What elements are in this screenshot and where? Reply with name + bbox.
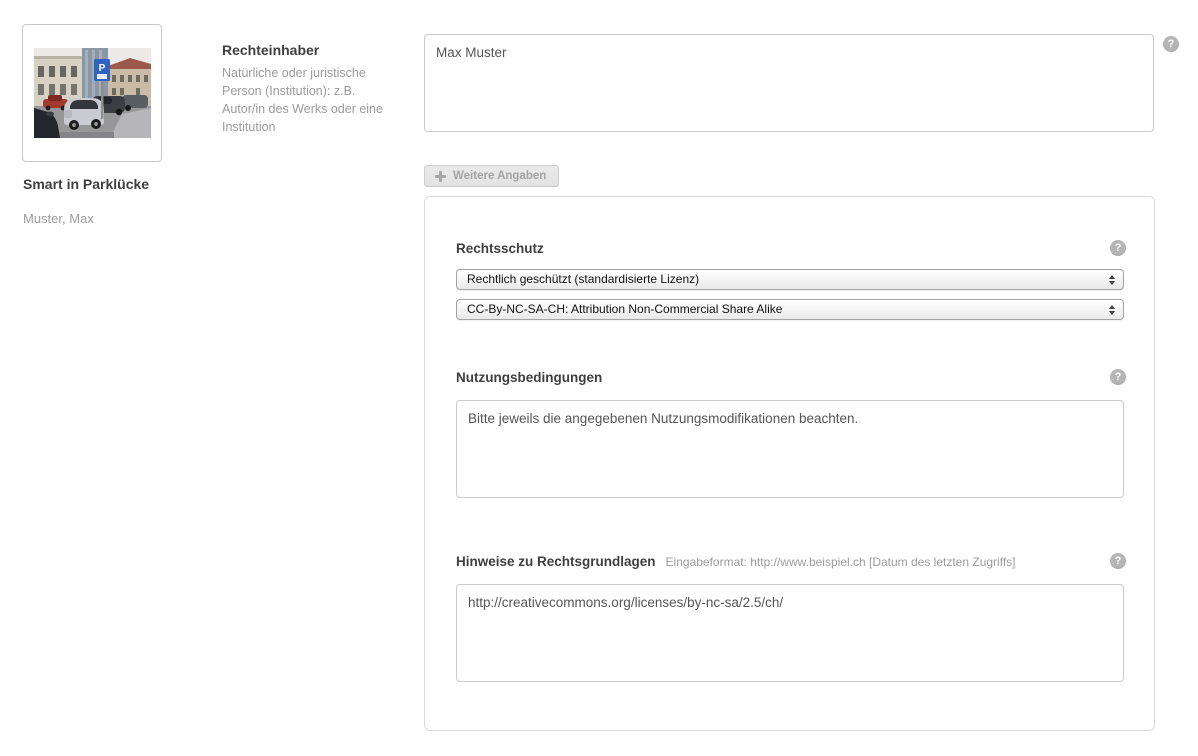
rechteinhaber-input[interactable] <box>424 34 1154 132</box>
rechtsschutz-status-select[interactable] <box>456 269 1124 290</box>
rechteinhaber-label: Rechteinhaber <box>222 42 320 58</box>
rechteinhaber-help-icon[interactable]: ? <box>1163 36 1179 52</box>
asset-title: Smart in Parklücke <box>23 176 150 192</box>
rechtsgrundlagen-help-icon[interactable]: ? <box>1110 553 1126 569</box>
rechtsschutz-help-icon[interactable]: ? <box>1110 240 1126 256</box>
rechtsschutz-status-select-value: Rechtlich geschützt (standardisierte Lizenz) <box>467 272 700 286</box>
asset-thumbnail-photo <box>34 48 151 138</box>
asset-thumbnail[interactable] <box>22 24 162 162</box>
rechtsgrundlagen-heading-row <box>456 554 1016 569</box>
rechteinhaber-description: Natürliche oder juristische Person (Institution): z.B. Autor/in des Werks oder eine Institution <box>222 66 383 134</box>
plus-icon <box>435 171 446 182</box>
nutzungsbedingungen-label: Nutzungsbedingungen <box>456 370 603 385</box>
weitere-angaben-button[interactable] <box>424 165 559 187</box>
nutzungsbedingungen-help-icon[interactable]: ? <box>1110 369 1126 385</box>
rechteinhaber-label-block <box>222 42 384 136</box>
rechtsgrundlagen-label: Hinweise zu Rechtsgrundlagen <box>456 554 656 569</box>
select-stepper-icon <box>1109 305 1115 315</box>
weitere-angaben-label: Weitere Angaben <box>453 170 547 182</box>
nutzungsbedingungen-input[interactable] <box>456 400 1124 498</box>
rechtsschutz-license-select[interactable] <box>456 299 1124 320</box>
svg-text:P: P <box>98 63 105 74</box>
asset-creator: Muster, Max <box>23 211 94 226</box>
select-stepper-icon <box>1109 275 1115 285</box>
rechtsschutz-label: Rechtsschutz <box>456 241 544 256</box>
rights-panel <box>424 196 1155 731</box>
rechtsschutz-license-select-value: CC-By-NC-SA-CH: Attribution Non-Commercial Share Alike <box>467 302 783 316</box>
rechtsgrundlagen-input[interactable] <box>456 584 1124 682</box>
rechtsgrundlagen-format-hint: Eingabeformat: http://www.beispiel.ch [Datum des letzten Zugriffs] <box>665 555 1016 569</box>
